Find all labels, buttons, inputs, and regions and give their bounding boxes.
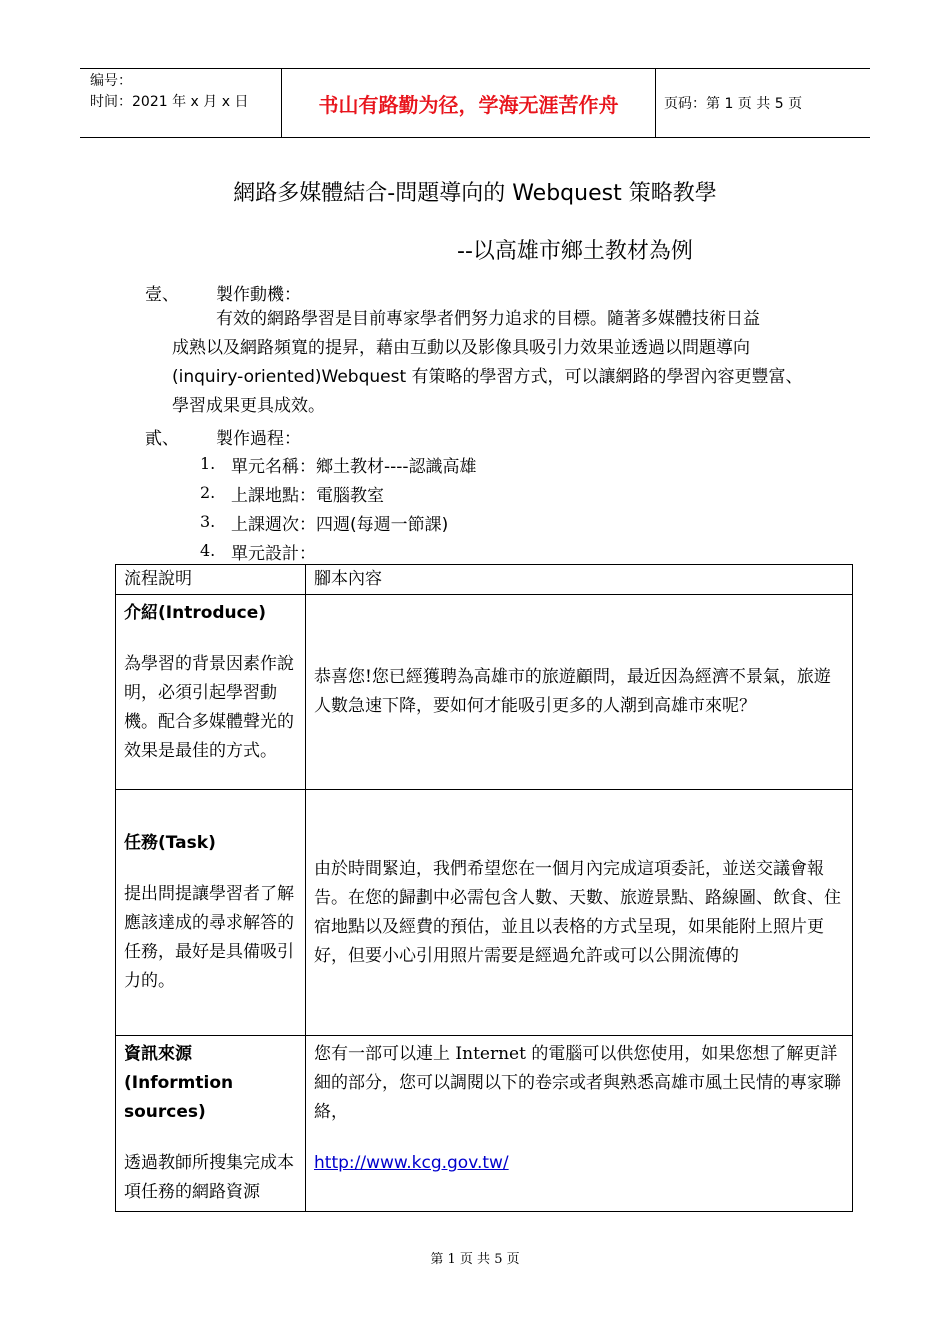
list-item-text: 單元名稱：鄉土教材----認識高雄: [231, 457, 477, 477]
document-subtitle: --以高雄市鄉土教材為例: [457, 239, 693, 264]
row-description: 透過教師所搜集完成本項任務的網路資源: [124, 1153, 294, 1202]
row-title: 資訊來源 (Informtion sources): [124, 1044, 234, 1122]
list-item-number: 2.: [200, 483, 216, 502]
paragraph-line: 學習成果更具成效。: [172, 396, 325, 416]
section1-title: 製作動機：: [216, 285, 301, 305]
row-description: 為學習的背景因素作說明，必須引起學習動機。配合多媒體聲光的效果是最佳的方式。: [124, 654, 294, 761]
table-row: [116, 595, 853, 790]
section2-number: 貳、: [145, 429, 179, 449]
table-header-row: [116, 565, 853, 595]
header-date: 时间：2021 年 x 月 x 日: [90, 94, 249, 110]
unit-design-table: [115, 564, 853, 1212]
paragraph-line: 成熟以及網路頻寬的提昇，藉由互動以及影像具吸引力效果並透過以問題導向: [172, 338, 750, 358]
list-item-number: 3.: [200, 512, 216, 531]
header-page-label: 页码：第 1 页 共 5 页: [664, 96, 803, 112]
header-motto: 书山有路勤为径，学海无涯苦作舟: [281, 69, 656, 137]
list-item-text: 單元設計：: [231, 544, 316, 564]
section2-title: 製作過程：: [216, 429, 301, 449]
list-item-number: 4.: [200, 541, 216, 560]
document-title: 網路多媒體結合-問題導向的 Webquest 策略教學: [233, 181, 717, 206]
kcg-website-link[interactable]: http://www.kcg.gov.tw/: [314, 1153, 509, 1173]
table-header-cell: 流程說明: [116, 565, 306, 595]
row-title: 介紹(Introduce): [124, 603, 267, 623]
row-title: 任務(Task): [124, 833, 216, 853]
table-cell-script: 由於時間緊迫，我們希望您在一個月內完成這項委託，並送交議會報告。在您的歸劃中必需包含人數、天數、旅遊景點、路線圖、飲食、住宿地點以及經費的預估，並且以表格的方式呈現，如果能附上照片更好，但要小心引用照片需要是經過允許或可以公開流傳的: [306, 790, 853, 1036]
row-description: 提出問提讓學習者了解應該達成的尋求解答的任務，最好是具備吸引力的。: [124, 884, 294, 991]
section1-number: 壹、: [145, 285, 179, 305]
document-header: [80, 68, 870, 138]
table-cell-process: [116, 1036, 306, 1212]
table-row: [116, 790, 853, 1036]
header-number: 编号：: [90, 73, 132, 89]
header-meta: [90, 71, 248, 113]
table-cell-process: [116, 790, 306, 1036]
list-item-text: 上課地點：電腦教室: [231, 486, 384, 506]
paragraph-line: 有效的網路學習是目前專家學者們努力追求的目標。隨著多媒體技術日益: [216, 309, 760, 329]
table-header-cell: 腳本內容: [306, 565, 853, 595]
script-text: 您有一部可以連上 Internet 的電腦可以供您使用，如果您想了解更詳細的部分，您可以調閱以下的卷宗或者與熟悉高雄市風土民情的專家聯絡，: [314, 1044, 841, 1122]
paragraph-line: (inquiry-oriented)Webquest 有策略的學習方式，可以讓網路的學習內容更豐富、: [172, 367, 803, 387]
list-item-text: 上課週次：四週(每週一節課): [231, 515, 449, 535]
table-cell-script: 恭喜您!您已經獲聘為高雄市的旅遊顧問，最近因為經濟不景氣，旅遊人數急速下降，要如何才能吸引更多的人潮到高雄市來呢？: [306, 595, 853, 790]
table-cell-script: [306, 1036, 853, 1212]
list-item-number: 1.: [200, 454, 216, 473]
table-row: [116, 1036, 853, 1212]
section1-paragraph: [172, 305, 837, 421]
page-footer: 第 1 页 共 5 页: [430, 1252, 520, 1267]
table-cell-process: [116, 595, 306, 790]
